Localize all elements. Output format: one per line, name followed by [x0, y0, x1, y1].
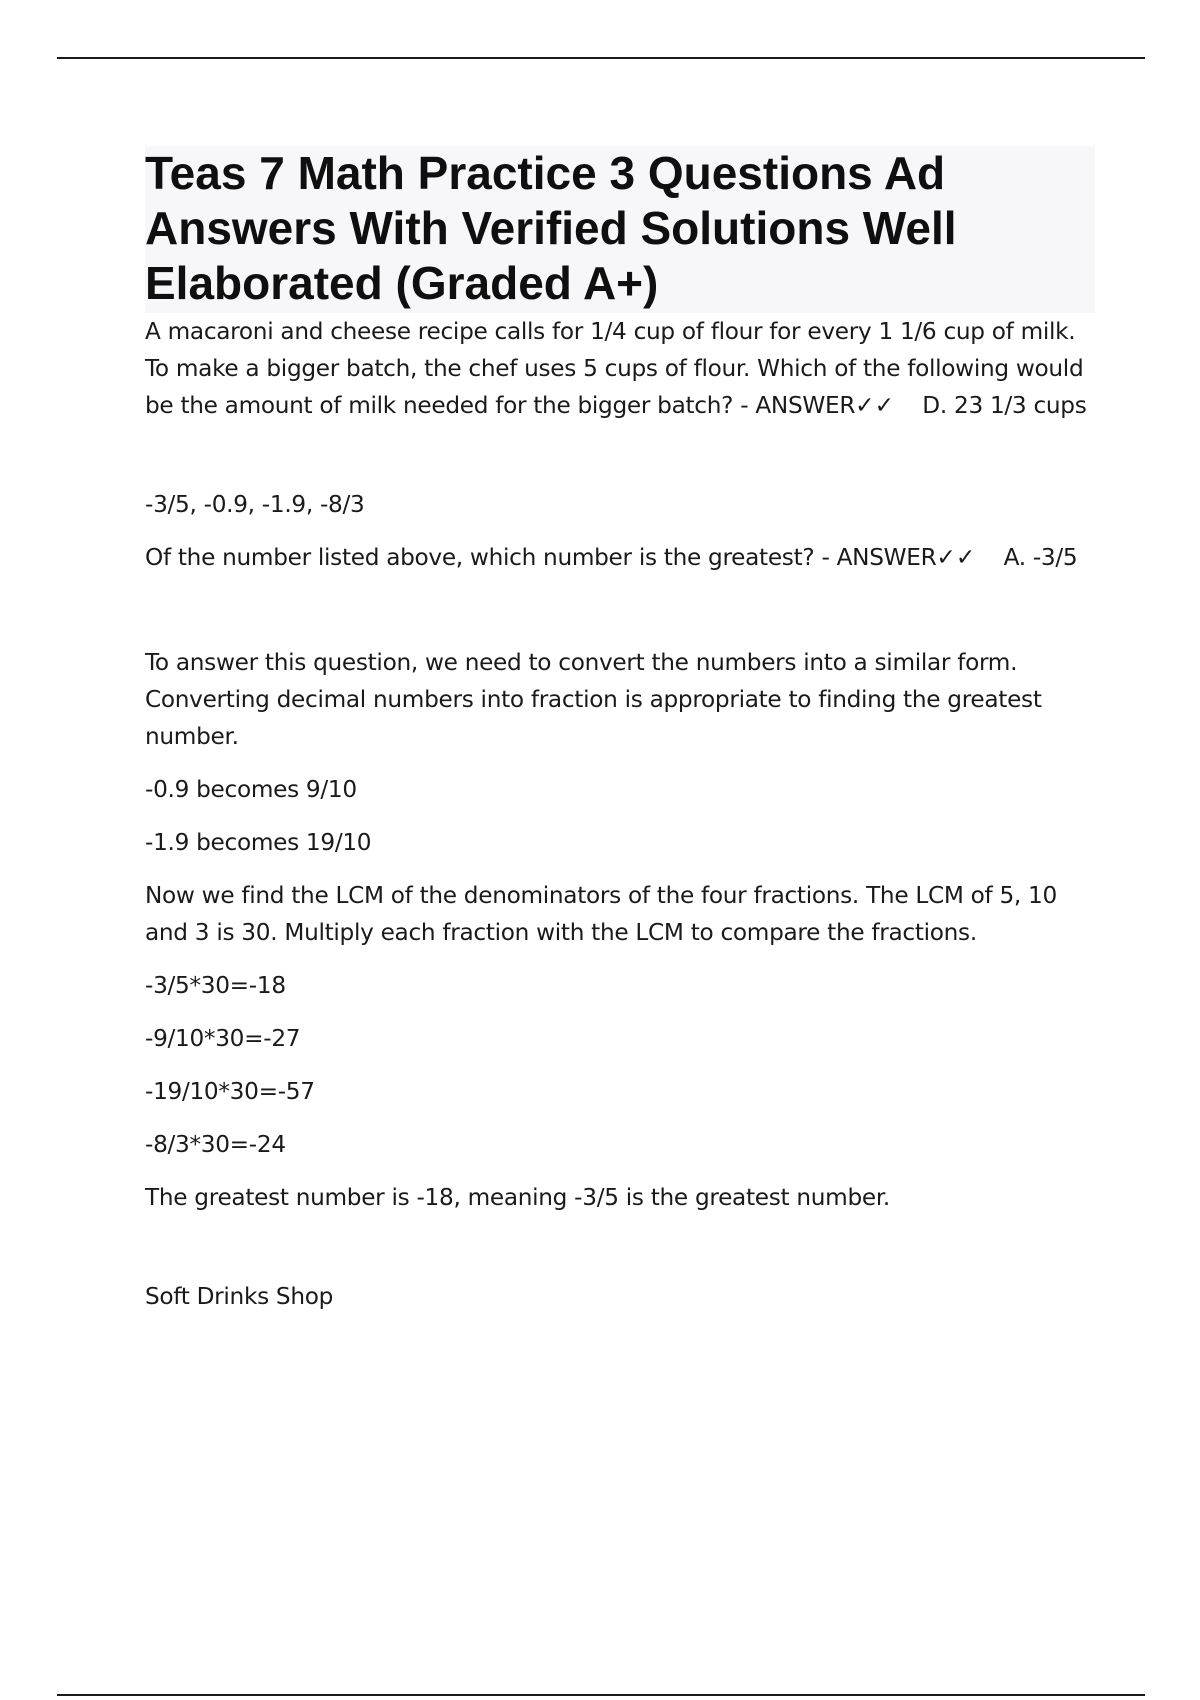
conversion-line: -0.9 becomes 9/10	[145, 776, 357, 803]
header-rule	[57, 57, 1145, 59]
explanation-intro: To answer this question, we need to convert the numbers into a similar form. Converting decimal numbers into fraction is appropriate to finding the greatest number.	[145, 649, 1042, 750]
calculation-line: -8/3*30=-24	[145, 1131, 286, 1158]
calculation-line: -3/5*30=-18	[145, 972, 286, 999]
document-body	[145, 146, 1095, 1315]
number-list: -3/5, -0.9, -1.9, -8/3	[145, 491, 365, 518]
conclusion: The greatest number is -18, meaning -3/5 is the greatest number.	[145, 1184, 891, 1211]
document-title: Teas 7 Math Practice 3 Questions Ad Answers With Verified Solutions Well Elaborated (Graded A+)	[145, 147, 957, 309]
calculation-line: -9/10*30=-27	[145, 1025, 301, 1052]
title-block	[145, 146, 1095, 313]
question-1	[145, 313, 1095, 424]
calculation-line: -19/10*30=-57	[145, 1078, 315, 1105]
check-mark-icon: ✓✓	[855, 392, 895, 419]
question-2-answer: A. -3/5	[975, 544, 1078, 571]
question-1-answer: D. 23 1/3 cups	[894, 392, 1087, 419]
lcm-explanation: Now we find the LCM of the denominators of the four fractions. The LCM of 5, 10 and 3 is 30. Multiply each fraction with the LCM to compare the fractions.	[145, 882, 1057, 946]
question-2	[145, 539, 1095, 576]
footer-rule	[57, 1694, 1145, 1696]
conversion-line: -1.9 becomes 19/10	[145, 829, 372, 856]
question-2-text: Of the number listed above, which number is the greatest? - ANSWER	[145, 544, 937, 571]
next-question-heading: Soft Drinks Shop	[145, 1283, 334, 1310]
check-mark-icon: ✓✓	[936, 544, 976, 571]
question-1-text: A macaroni and cheese recipe calls for 1/4 cup of flour for every 1 1/6 cup of milk. To make a bigger batch, the chef uses 5 cups of flour. Which of the following would be the amount of milk needed for the bigger batch? - ANSWER	[145, 318, 1084, 419]
